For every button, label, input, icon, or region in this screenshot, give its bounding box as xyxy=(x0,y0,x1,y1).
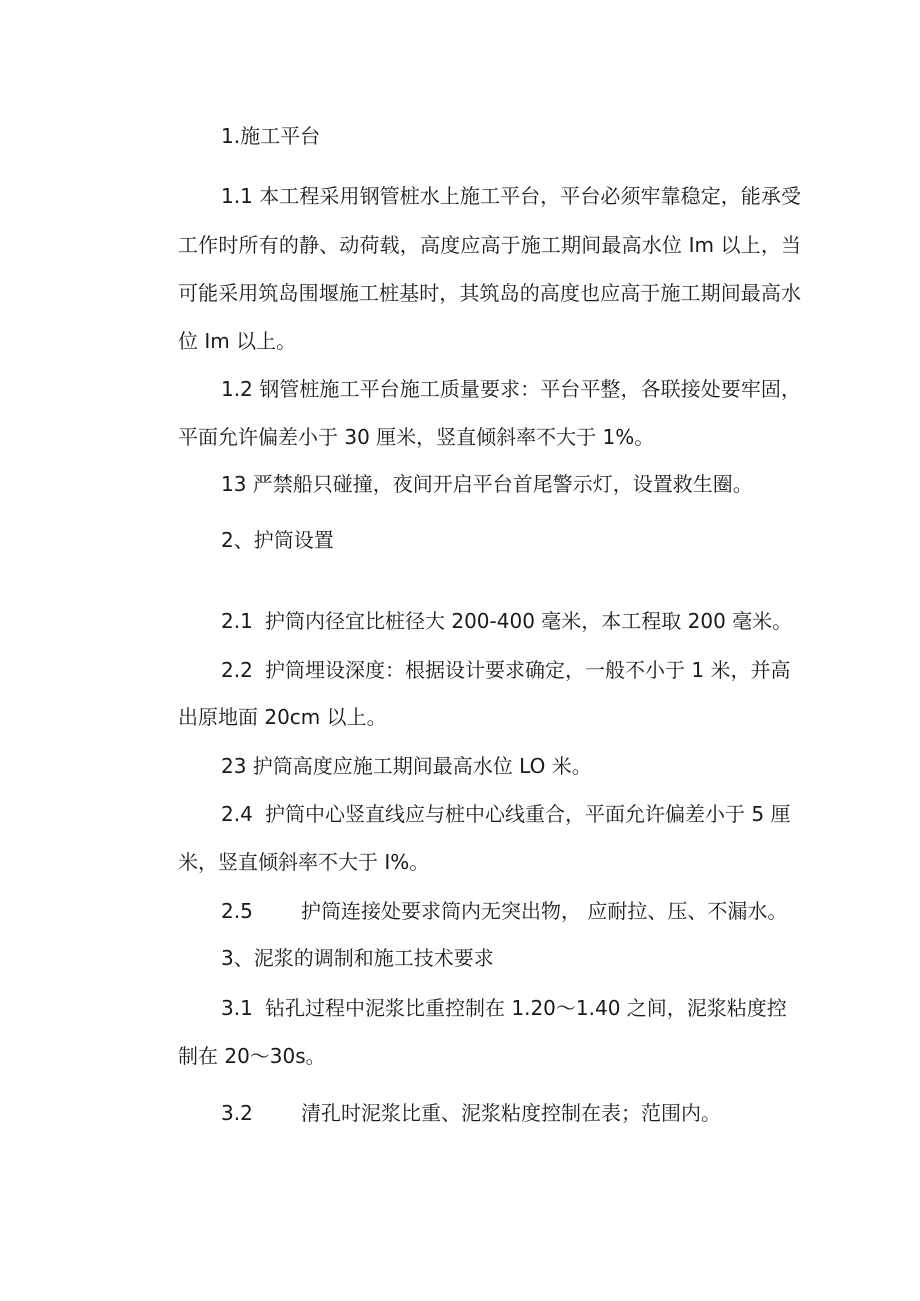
paragraph-1-1-line-1: 1.1 本工程采用钢管桩水上施工平台，平台必须牢靠稳定，能承受 xyxy=(221,184,801,208)
item-text: 钻孔过程中泥浆比重控制在 1.20～1.40 之间，泥浆粘度控 xyxy=(265,996,787,1020)
item-number: 2.5 xyxy=(221,899,253,923)
paragraph-2-4-line-1 xyxy=(221,798,901,830)
heading-3-mud-preparation: 3、泥浆的调制和施工技术要求 xyxy=(221,946,494,970)
item-number: 2.2 xyxy=(221,658,253,682)
item-text: 清孔时泥浆比重、泥浆粘度控制在表；范围内。 xyxy=(301,1101,721,1125)
item-number: 2.1 xyxy=(221,609,253,633)
item-number: 2.4 xyxy=(221,802,253,826)
item-text: 护筒埋设深度：根据设计要求确定，一般不小于 1 米，并高 xyxy=(265,658,791,682)
item-text: 护筒连接处要求筒内无突出物， 应耐拉、压、不漏水。 xyxy=(301,899,788,923)
paragraph-1-1-line-4: 位 Im 以上。 xyxy=(178,329,297,353)
item-number: 3.1 xyxy=(221,996,253,1020)
paragraph-2-5 xyxy=(221,895,901,927)
paragraph-2-2-line-2: 出原地面 20cm 以上。 xyxy=(178,705,387,729)
item-number: 3.2 xyxy=(221,1101,253,1125)
paragraph-3-1-line-1 xyxy=(221,992,901,1024)
paragraph-2-1 xyxy=(221,605,901,637)
paragraph-1-2-line-2: 平面允许偏差小于 30 厘米，竖直倾斜率不大于 1%。 xyxy=(178,425,655,449)
paragraph-2-2-line-1 xyxy=(221,654,901,686)
paragraph-1-2-line-1: 1.2 钢管桩施工平台施工质量要求：平台平整，各联接处要牢固， xyxy=(221,377,801,401)
heading-2-casing-setup: 2、护筒设置 xyxy=(221,528,334,552)
paragraph-2-4-line-2: 米，竖直倾斜率不大于 I%。 xyxy=(178,850,430,874)
heading-1-construction-platform: 1.施工平台 xyxy=(221,124,321,148)
paragraph-1-3: 13 严禁船只碰撞，夜间开启平台首尾警示灯，设置救生圈。 xyxy=(221,472,753,496)
paragraph-3-1-line-2: 制在 20～30s。 xyxy=(178,1044,326,1068)
item-text: 护筒中心竖直线应与桩中心线重合，平面允许偏差小于 5 厘 xyxy=(265,802,791,826)
paragraph-2-3: 23 护筒高度应施工期间最高水位 LO 米。 xyxy=(221,754,592,778)
paragraph-1-1-line-3: 可能采用筑岛围堰施工桩基时，其筑岛的高度也应高于施工期间最高水 xyxy=(178,281,801,305)
item-text: 护筒内径宜比桩径大 200-400 毫米，本工程取 200 毫米。 xyxy=(265,609,793,633)
paragraph-1-1-line-2: 工作时所有的静、动荷载，高度应高于施工期间最高水位 Im 以上，当 xyxy=(178,233,801,257)
paragraph-3-2 xyxy=(221,1097,901,1129)
